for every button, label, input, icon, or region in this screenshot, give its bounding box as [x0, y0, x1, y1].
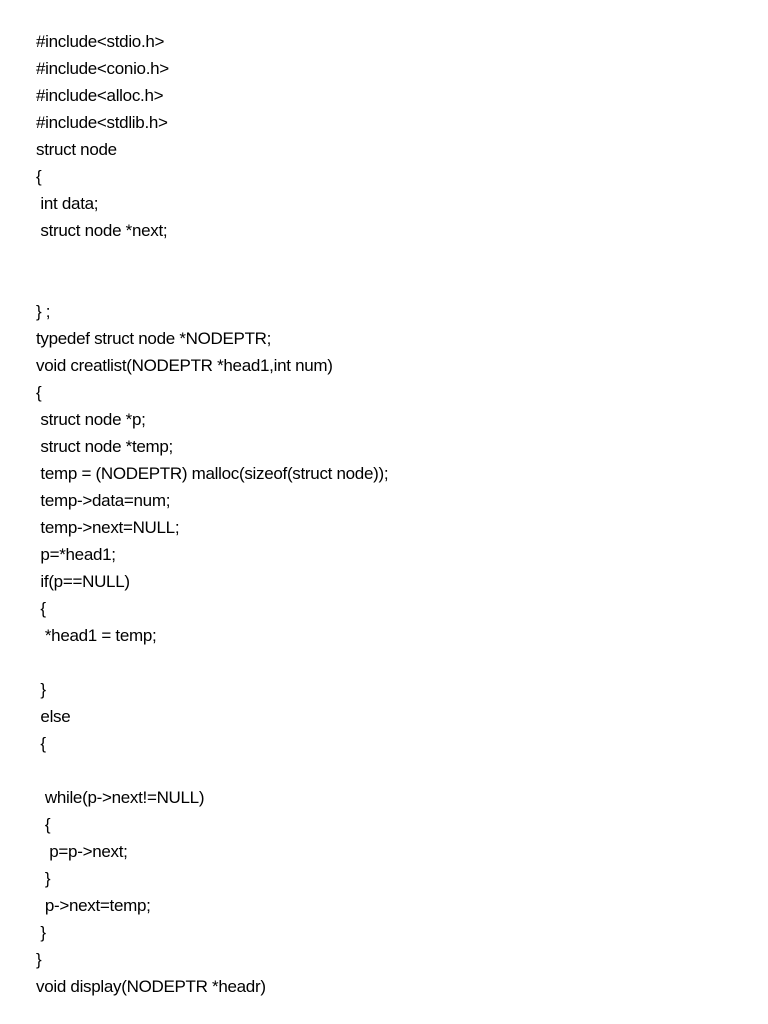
code-line: } [36, 923, 46, 942]
code-line: #include<stdlib.h> [36, 113, 168, 132]
code-line: typedef struct node *NODEPTR; [36, 329, 272, 348]
code-line: { [36, 167, 42, 186]
code-line: int data; [36, 194, 99, 213]
blank-line [36, 757, 388, 784]
code-line: *head1 = temp; [36, 626, 157, 645]
code-line: { [36, 815, 51, 834]
code-line: struct node *temp; [36, 437, 173, 456]
code-line: temp->next=NULL; [36, 518, 180, 537]
code-line: } [36, 869, 51, 888]
blank-line [36, 244, 388, 271]
code-line: temp->data=num; [36, 491, 171, 510]
code-line: { [36, 383, 42, 402]
code-line: while(p->next!=NULL) [36, 788, 205, 807]
code-line: struct node *p; [36, 410, 146, 429]
code-line: void display(NODEPTR *headr) [36, 977, 266, 996]
code-line: if(p==NULL) [36, 572, 130, 591]
code-line: #include<stdio.h> [36, 32, 165, 51]
blank-line [36, 271, 388, 298]
blank-line [36, 649, 388, 676]
code-line: p=p->next; [36, 842, 128, 861]
code-line: else [36, 707, 71, 726]
code-line: void creatlist(NODEPTR *head1,int num) [36, 356, 333, 375]
code-line: { [36, 599, 46, 618]
code-line: #include<alloc.h> [36, 86, 164, 105]
code-line: } [36, 950, 42, 969]
code-line: struct node [36, 140, 117, 159]
code-line: } ; [36, 302, 51, 321]
code-listing [36, 28, 388, 1000]
code-line: struct node *next; [36, 221, 168, 240]
code-line: { [36, 734, 46, 753]
code-line: p=*head1; [36, 545, 116, 564]
code-line: #include<conio.h> [36, 59, 169, 78]
code-line: } [36, 680, 46, 699]
code-line: temp = (NODEPTR) malloc(sizeof(struct node)); [36, 464, 389, 483]
code-line: p->next=temp; [36, 896, 151, 915]
